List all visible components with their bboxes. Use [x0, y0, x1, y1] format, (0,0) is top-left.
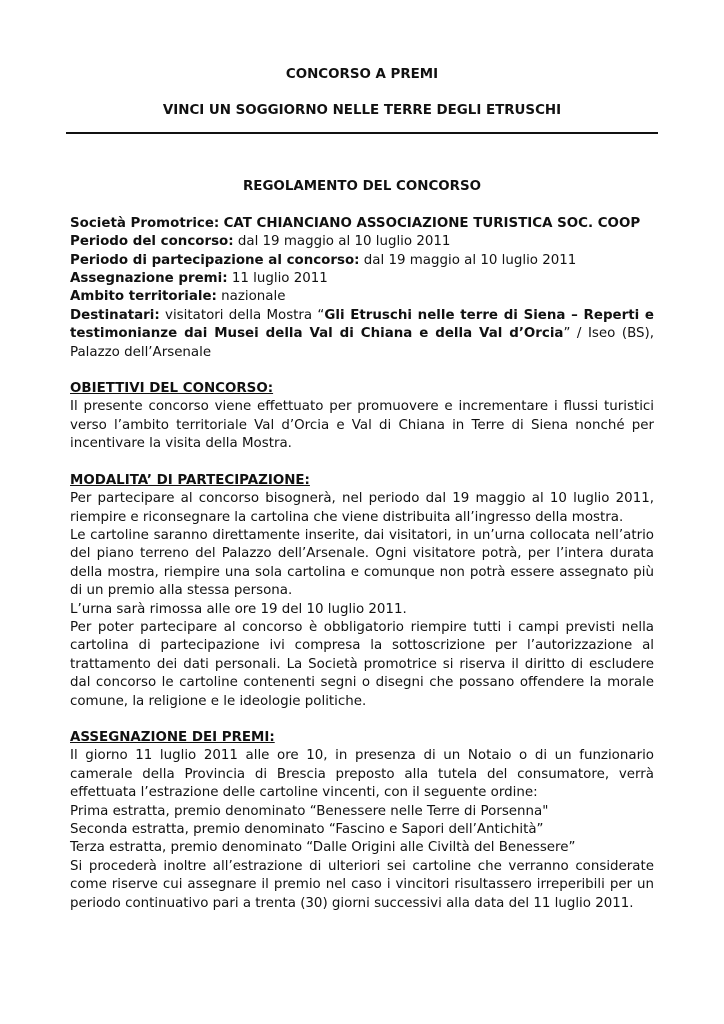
- document-subtitle: VINCI UN SOGGIORNO NELLE TERRE DEGLI ETRUSCHI: [162, 103, 562, 118]
- partecipazione-value: dal 19 maggio al 10 luglio 2011: [363, 252, 577, 268]
- estrazione-item: Terza estratta, premio denominato “Dalle Origini alle Civiltà del Benessere”: [70, 840, 576, 856]
- partecipazione-label: Periodo di partecipazione al concorso:: [70, 252, 360, 268]
- destinatari-pre: visitatori della Mostra “: [165, 307, 325, 323]
- destinatari-post: ” / Iseo (BS), Palazzo dell’Arsenale: [70, 326, 654, 360]
- modalita-paragraph: L’urna sarà rimossa alle ore 19 del 10 luglio 2011.: [70, 601, 407, 617]
- info-ambito: [70, 288, 654, 306]
- destinatari-mostra: Gli Etruschi nelle terre di Siena – Reperti e testimonianze dai Musei della Val di Chiana e della Val d’Orcia: [70, 307, 654, 342]
- assegnazione-value: 11 luglio 2011: [231, 271, 328, 287]
- obiettivi-heading: OBIETTIVI DEL CONCORSO:: [70, 381, 274, 397]
- ambito-value: nazionale: [221, 289, 286, 305]
- modalita-paragraph: Per partecipare al concorso bisognerà, nel periodo dal 19 maggio al 10 luglio 2011, riempire e riconsegnare la cartolina che viene distribuita all’ingresso della mostra.: [70, 491, 654, 525]
- info-promotrice: [70, 215, 654, 233]
- destinatari-label: Destinatari:: [70, 307, 160, 323]
- periodo-value: dal 19 maggio al 10 luglio 2011: [237, 234, 451, 250]
- modalita-heading: MODALITA’ DI PARTECIPAZIONE:: [70, 472, 310, 488]
- premi-intro: Il giorno 11 luglio 2011 alle ore 10, in presenza di un Notaio o di un funzionario camerale della Provincia di Brescia preposto alla tutela del consumatore, verrà effettuata l’estrazione delle cartoline vincenti, con il seguente ordine:: [70, 748, 654, 801]
- periodo-label: Periodo del concorso:: [70, 234, 234, 250]
- obiettivi-text: Il presente concorso viene effettuato per promuovere e incrementare i flussi turistici verso l’ambito territoriale Val d’Orcia e Val di Chiana in Terre di Siena nonché per incentivare la visita della Mostra.: [70, 399, 654, 452]
- promotrice-label: Società Promotrice:: [70, 215, 220, 231]
- regolamento-title: REGOLAMENTO DEL CONCORSO: [242, 179, 481, 195]
- contest-info-block: [70, 215, 654, 362]
- section-modalita: [70, 472, 654, 711]
- promotrice-value: CAT CHIANCIANO ASSOCIAZIONE TURISTICA SOC. COOP: [223, 215, 641, 231]
- estrazione-item: Seconda estratta, premio denominato “Fascino e Sapori dell’Antichità”: [70, 822, 544, 837]
- info-partecipazione: [70, 252, 654, 270]
- info-periodo: [70, 233, 654, 251]
- document-title: CONCORSO A PREMI: [285, 67, 439, 82]
- premi-closing: Si procederà inoltre all’estrazione di ulteriori sei cartoline che verranno considerate come riserve cui assegnare il premio nel caso i vincitori risultassero irreperibili per un periodo continuativo pari a trenta (30) giorni successivi alla data del 11 luglio 2011.: [70, 858, 654, 911]
- modalita-paragraph: Le cartoline saranno direttamente inserite, dai visitatori, in un’urna collocata nell’atrio del piano terreno del Palazzo dell’Arsenale. Ogni visitatore potrà, per l’intera durata della mostra, riempire una sola cartolina e comunque non potrà essere assegnato più di un premio alla stessa persona.: [70, 527, 654, 599]
- section-premi: [70, 729, 654, 913]
- info-assegnazione: [70, 270, 654, 288]
- modalita-paragraph: Per poter partecipare al concorso è obbligatorio riempire tutti i campi previsti nella cartolina di partecipazione ivi compresa la sottoscrizione per l’autorizzazione al trattamento dei dati personali. La Società promotrice si riserva il diritto di escludere dal concorso le cartoline contenenti segni o disegni che possano offendere la morale comune, la religione e le ideologie politiche.: [70, 619, 654, 709]
- title-divider: [66, 132, 658, 134]
- estrazione-item: Prima estratta, premio denominato “Benessere nelle Terre di Porsenna": [70, 803, 549, 819]
- section-obiettivi: [70, 380, 654, 454]
- premi-heading: ASSEGNAZIONE DEI PREMI:: [70, 729, 275, 745]
- assegnazione-label: Assegnazione premi:: [70, 271, 228, 287]
- info-destinatari: [70, 307, 654, 362]
- ambito-label: Ambito territoriale:: [70, 289, 217, 305]
